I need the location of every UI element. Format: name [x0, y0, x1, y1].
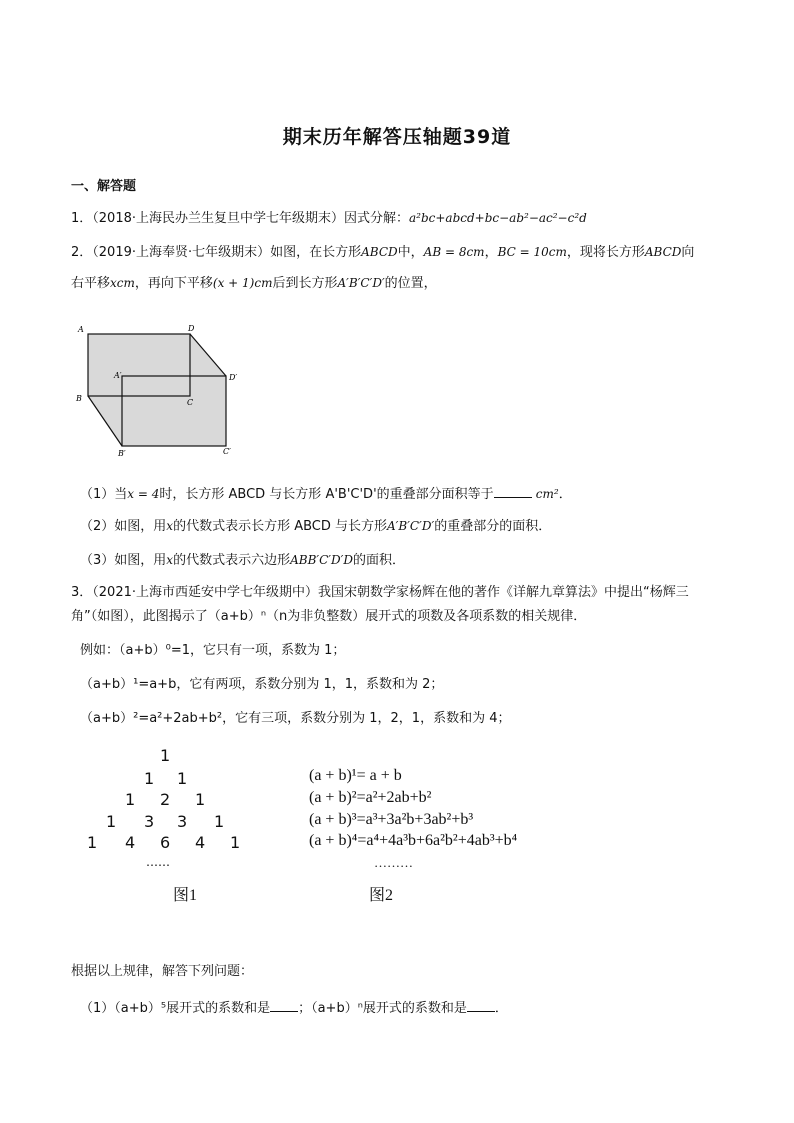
answer-blank[interactable]: [494, 483, 532, 498]
triangle-number: 3: [177, 812, 188, 831]
q2-rect-abcd: ABCD: [361, 245, 398, 259]
question-2-part-3: [80, 550, 405, 571]
example-2: （a+b）²=a²+2ab+b²，它有三项，系数分别为 1，2，1，系数和为 4；: [80, 711, 511, 726]
triangle-number: 3: [144, 812, 155, 831]
triangle-number: 1: [195, 790, 206, 809]
question-3-line-1: 3．（2021·上海市西延安中学七年级期中）我国宋朝数学家杨辉在他的著作《详解九章算法》中提出“杨辉三: [71, 585, 689, 600]
q2-text: 右平移: [71, 276, 111, 291]
triangle-number: 1: [106, 812, 117, 831]
answer-blank[interactable]: [467, 997, 495, 1012]
expansion-line: (a + b)²=a²+2ab+b²: [309, 789, 432, 806]
label-c-prime: C′: [223, 447, 231, 456]
question-3-line-2: 角”（如图），此图揭示了（a+b）ⁿ（n为非负整数）展开式的项数及各项系数的相关规律．: [71, 609, 587, 624]
shaded-region: [88, 334, 226, 446]
triangle-number: 4: [195, 833, 206, 852]
rule-intro: 根据以上规律，解答下列问题：: [71, 964, 254, 979]
q2-sub1-text: ．: [558, 487, 572, 502]
question-2-line-1: [71, 242, 694, 263]
figure-2-caption: 图2: [369, 887, 394, 904]
q3-sub1-text: ．: [494, 1001, 508, 1016]
q2-text: 向: [681, 245, 695, 260]
q1-expression: a²bc+abcd+bc−ab²−ac²−c²d: [409, 211, 587, 225]
triangle-number: 1: [160, 746, 171, 765]
q2-sub2-text: 的重叠部分的面积．: [434, 519, 552, 534]
q3-sub1-text: （1）（a+b）⁵展开式的系数和是: [80, 1001, 271, 1016]
q2-sub2-text: （2）如图，用: [80, 519, 167, 534]
q2-sub1-text: 时，长方形 ABCD 与长方形 A'B'C'D'的重叠部分面积等于: [159, 487, 494, 502]
question-1: [71, 208, 587, 229]
triangle-number: 1: [125, 790, 136, 809]
triangle-number: 1: [230, 833, 241, 852]
expansion-line: (a + b)³=a³+3a²b+3ab²+b³: [309, 811, 474, 828]
q2-hexagon: ABB′C′D′D: [290, 553, 353, 567]
expansion-line: (a + b)¹= a + b: [309, 767, 402, 784]
q3-sub1-text: ；（a+b）ⁿ展开式的系数和是: [298, 1001, 467, 1016]
q2-text: 中，: [397, 245, 424, 260]
q2-sub3-text: 的代数式表示六边形: [173, 553, 291, 568]
triangle-number: 1: [87, 833, 98, 852]
example-1: （a+b）¹=a+b，它有两项，系数分别为 1，1，系数和为 2；: [80, 677, 444, 692]
label-d: D: [188, 324, 195, 333]
q2-text: 后到长方形: [272, 276, 338, 291]
q2-unit: cm²: [535, 487, 559, 501]
label-b: B: [76, 394, 82, 403]
q2-text: ，再向下平移: [134, 276, 213, 291]
q2-var-x: x: [166, 519, 174, 533]
question-3-part-1: [80, 997, 508, 1019]
page-title: 期末历年解答压轴题39道: [282, 126, 512, 148]
q2-x-value: x = 4: [127, 487, 160, 501]
q2-var-x: x: [166, 553, 174, 567]
q1-text: 1．（2018·上海民办兰生复旦中学七年级期末）因式分解：: [71, 211, 409, 226]
label-b-prime: B′: [118, 449, 126, 458]
q2-text: ，: [484, 245, 498, 260]
q2-text: 2．（2019·上海奉贤·七年级期末）如图，在长方形: [71, 245, 362, 260]
q2-rect-abcd: ABCD: [644, 245, 682, 259]
answer-blank[interactable]: [270, 997, 298, 1012]
question-2-part-1: [80, 483, 572, 505]
section-heading: 一、解答题: [71, 179, 137, 194]
triangle-number: 6: [160, 833, 171, 852]
q2-sub1-text: （1）当: [80, 487, 128, 502]
question-2-line-2: [71, 273, 437, 294]
q2-bc-length: BC = 10cm: [497, 245, 567, 259]
triangle-number: 2: [160, 790, 171, 809]
q2-sub2-text: 的代数式表示长方形 ABCD 与长方形: [173, 519, 387, 534]
q2-text: 的位置，: [384, 276, 437, 291]
triangle-number: 4: [125, 833, 136, 852]
figure-1-caption: 图1: [173, 887, 198, 904]
q2-sub3-text: （3）如图，用: [80, 553, 167, 568]
label-a-prime: A′: [114, 371, 122, 380]
triangle-ellipsis: ……: [146, 855, 170, 869]
expansion-line: (a + b)⁴=a⁴+4a³b+6a²b²+4ab³+b⁴: [309, 832, 518, 849]
q2-sub3-text: 的面积．: [352, 553, 405, 568]
q2-shift-right: xcm: [110, 276, 135, 290]
q2-shift-down: (x + 1)cm: [212, 276, 273, 290]
q2-ab-length: AB = 8cm: [423, 245, 485, 259]
label-c: C: [187, 398, 194, 407]
label-d-prime: D′: [229, 373, 238, 382]
q2-text: ，现将长方形: [566, 245, 645, 260]
expansion-ellipsis: ………: [374, 855, 413, 870]
triangle-number: 1: [214, 812, 225, 831]
rectangle-translation-figure: [72, 322, 242, 462]
triangle-number: 1: [144, 769, 155, 788]
label-a: A: [78, 325, 84, 334]
q2-rect-prime: A′B′C′D′: [387, 519, 435, 533]
q2-rect-prime: A′B′C′D′: [337, 276, 385, 290]
triangle-number: 1: [177, 769, 188, 788]
example-0: 例如：（a+b）⁰=1，它只有一项，系数为 1；: [80, 643, 346, 658]
question-2-part-2: [80, 516, 551, 537]
